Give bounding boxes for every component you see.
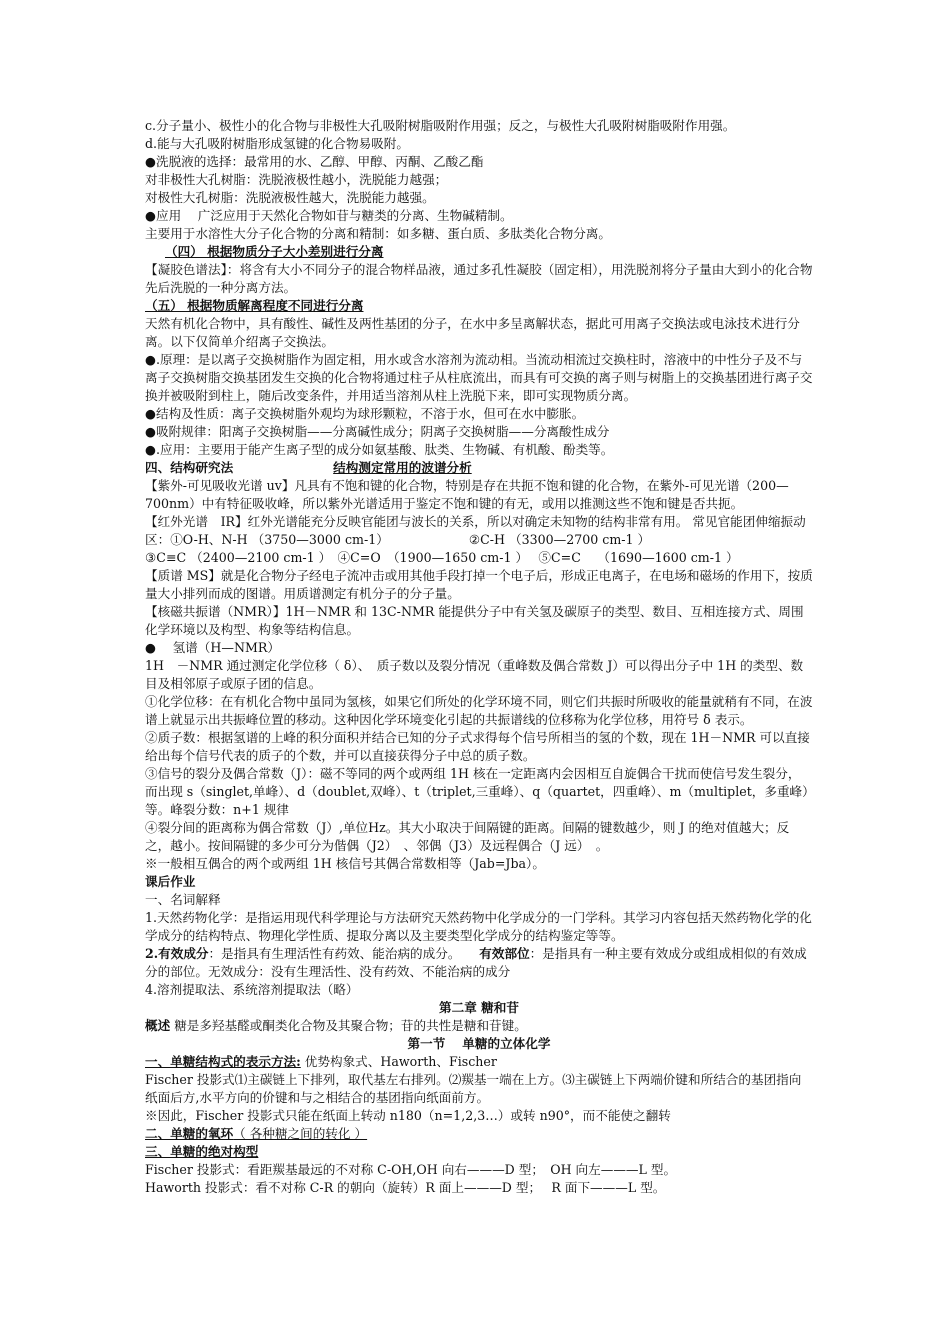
text-paragraph: 天然有机化合物中，具有酸性、碱性及两性基团的分子，在水中多呈离解状态，据此可用离子交换法或电泳技术进行分离。以下仅简单介绍离子交换法。 — [145, 316, 800, 349]
text-line: 主要用于水溶性大分子化合物的分离和精制：如多糖、蛋白质、多肽类化合物分离。 — [145, 226, 611, 241]
term-label: 概述 — [145, 1018, 171, 1033]
section-heading: 课后作业 — [145, 874, 196, 889]
heading-part: 结构测定常用的波谱分析 — [333, 460, 472, 475]
text-line: 4.溶剂提取法、系统溶剂提取法（略） — [145, 982, 359, 997]
text-paragraph — [145, 945, 813, 981]
heading-part: 四、结构研究法 — [145, 460, 234, 475]
section-heading: （四） 根据物质分子大小差别进行分离 — [165, 244, 384, 259]
text-paragraph: ①化学位移：在有机化合物中虽同为氢核，如果它们所处的化学环境不同，则它们共振时所吸收的能量就稍有不同，在波谱上就显示出共振峰位置的移动。这种因化学环境变化引起的共振谱线的位移称为化学位移，用符号 δ 表示。 — [145, 694, 813, 727]
text-line: ●吸附规律：阳离子交换树脂——分离碱性成分；阴离子交换树脂——分离酸性成分 — [145, 424, 610, 439]
text-line: d.能与大孔吸附树脂形成氢键的化合物易吸附。 — [145, 136, 409, 151]
section-heading — [145, 459, 813, 477]
text-paragraph: 【紫外-可见吸收光谱 uv】凡具有不饱和键的化合物，特别是存在共扼不饱和键的化合物，在紫外-可见光谱（200—700nm）中有特征吸收峰，所以紫外光谱适用于鉴定不饱和键的有无，或用以推测这些不饱和键是否共扼。 — [145, 478, 789, 511]
text-paragraph — [145, 513, 813, 549]
text-line — [145, 1125, 813, 1143]
text-line: 对非极性大孔树脂：洗脱液极性越小，洗脱能力越强； — [145, 172, 448, 187]
text-span: ②C-H （3300—2700 cm-1 ） — [468, 532, 651, 547]
text-paragraph: 【核磁共振谱（NMR）】1H－NMR 和 13C-NMR 能提供分子中有关氢及碳原子的类型、数目、互相连接方式、周围化学环境以及构型、构象等结构信息。 — [145, 604, 804, 637]
section-heading: （五） 根据物质解离程度不同进行分离 — [145, 298, 364, 313]
text-line: Fischer 投影式：看距羰基最远的不对称 C-OH,OH 向右———D 型； OH 向左———L 型。 — [145, 1162, 677, 1177]
text-paragraph: ④裂分间的距离称为偶合常数（J）,单位Hz。其大小取决于间隔键的距离。间隔的键数越少，则 J 的绝对值越大；反之，越小。按间隔键的多少可分为偕偶（J2） 、邻偶（J3）及远程偶合（J 远） 。 — [145, 820, 790, 853]
text-paragraph: ●.原理：是以离子交换树脂作为固定相，用水或含水溶剂为流动相。当流动相流过交换柱时，溶液中的中性分子及不与离子交换树脂交换基团发生交换的化合物将通过柱子从柱底流出，而具有可交换的离子则与树脂上的交换基团进行离子交换并被吸附到柱上，随后改变条件，并用适当溶剂从柱上洗脱下来，即可实现物质分离。 — [145, 352, 813, 403]
text-span: ：是指具有生理活性有药效、能治病的成分。 — [208, 946, 480, 961]
section-heading: 三、单糖的绝对构型 — [145, 1144, 259, 1159]
term-label: 2.有效成分 — [145, 946, 209, 961]
text-line: 一、名词解释 — [145, 892, 221, 907]
text-paragraph: ②质子数：根据氢谱的上峰的积分面积并结合已知的分子式求得每个信号所相当的氢的个数，现在 1H－NMR 可以直接给出每个信号代表的质子的个数，并可以直接获得分子中总的质子数。 — [145, 730, 810, 763]
document-body — [145, 117, 813, 1197]
text-span: 【红外光谱 IR】红外光谱能充分反映官能团与波长的关系，所以对确定未知物的结构非常有用。 常见官能团伸缩振动区：①O-H、N-H （3750—3000 cm-1） — [145, 514, 806, 547]
text-paragraph: 【凝胶色谱法】：将含有大小不同分子的混合物样品液，通过多孔性凝胶（固定相），用洗脱剂将分子量由大到小的化合物先后洗脱的一种分离方法。 — [145, 262, 813, 295]
text-span: 优势构象式、Haworth、Fischer — [300, 1054, 497, 1069]
text-line: ③C≡C （2400—2100 cm-1 ） ④C=O （1900—1650 cm-1 ） ⑤C=C （1690—1600 cm-1 ） — [145, 550, 739, 565]
text-span: （ 各种糖之间的转化 ） — [233, 1126, 368, 1141]
text-line: ●应用 广泛应用于天然化合物如苷与糖类的分离、生物碱精制。 — [145, 208, 513, 223]
text-line: 对极性大孔树脂：洗脱液极性越大，洗脱能力越强。 — [145, 190, 435, 205]
term-label: 有效部位 — [479, 946, 530, 961]
text-line — [145, 1017, 813, 1035]
text-paragraph: 【质谱 MS】就是化合物分子经电子流冲击或用其他手段打掉一个电子后，形成正电离子，在电场和磁场的作用下，按质量大小排列而成的图谱。用质谱测定有机分子的分子量。 — [145, 568, 813, 601]
text-line: ●洗脱液的选择：最常用的水、乙醇、甲醇、丙酮、乙酸乙酯 — [145, 154, 484, 169]
text-span: 糖是多羟基醛或酮类化合物及其聚合物；苷的共性是糖和苷键。 — [170, 1018, 527, 1033]
chapter-title: 第二章 糖和苷 — [439, 1000, 519, 1015]
text-paragraph: 1H －NMR 通过测定化学位移（ δ）、 质子数以及裂分情况（重峰数及偶合常数 J）可以得出分子中 1H 的类型、数目及相邻原子或原子团的信息。 — [145, 658, 804, 691]
text-line: ● 氢谱（H—NMR） — [145, 640, 280, 655]
section-title: 第一节 单糖的立体化学 — [407, 1036, 551, 1051]
text-line — [145, 1053, 813, 1071]
text-paragraph: Fischer 投影式⑴主碳链上下排列，取代基左右排列。⑵羰基一端在上方。⑶主碳链上下两端价键和所结合的基团指向纸面后方,水平方向的价键和与之相结合的基团指向纸面前方。 — [145, 1072, 802, 1105]
text-line: ●结构及性质：离子交换树脂外观均为球形颗粒，不溶于水，但可在水中膨胀。 — [145, 406, 585, 421]
heading-part: 一、单糖结构式的表示方法: — [145, 1054, 301, 1069]
text-paragraph: 1.天然药物化学：是指运用现代科学理论与方法研究天然药物中化学成分的一门学科。其学习内容包括天然药物化学的化学成分的结构特点、物理化学性质、提取分离以及主要类型化学成分的结构鉴定等等。 — [145, 910, 812, 943]
text-line: Haworth 投影式：看不对称 C-R 的朝向（旋转）R 面上———D 型； R 面下———L 型。 — [145, 1180, 666, 1195]
text-line: ※因此，Fischer 投影式只能在纸面上转动 n180（n=1,2,3…）或转 n90°，而不能使之翻转 — [145, 1108, 671, 1123]
text-line: ※一般相互偶合的两个或两组 1H 核信号其偶合常数相等（Jab=Jba）。 — [145, 856, 545, 871]
text-paragraph: ③信号的裂分及偶合常数（J）：磁不等同的两个或两组 1H 核在一定距离内会因相互自旋偶合干扰而使信号发生裂分，而出现 s（singlet,单峰）、d（doublet,双峰）、t（triplet,三重峰）、q（quartet，四重峰）、m（multiplet，多重峰）等。峰裂分数：n+1 规律 — [145, 766, 809, 817]
text-span: ：是指具有一种主要有效成分或组成相似的有效成分的部位。无效成分：没有生理活性、没有药效、不能治病的成分 — [145, 946, 807, 979]
text-line: c.分子量小、极性小的化合物与非极性大孔吸附树脂吸附作用强；反之，与极性大孔吸附树脂吸附作用强。 — [145, 118, 736, 133]
heading-part: 二、单糖的氧环 — [145, 1126, 234, 1141]
text-line: ●.应用：主要用于能产生离子型的成分如氨基酸、肽类、生物碱、有机酸、酚类等。 — [145, 442, 614, 457]
